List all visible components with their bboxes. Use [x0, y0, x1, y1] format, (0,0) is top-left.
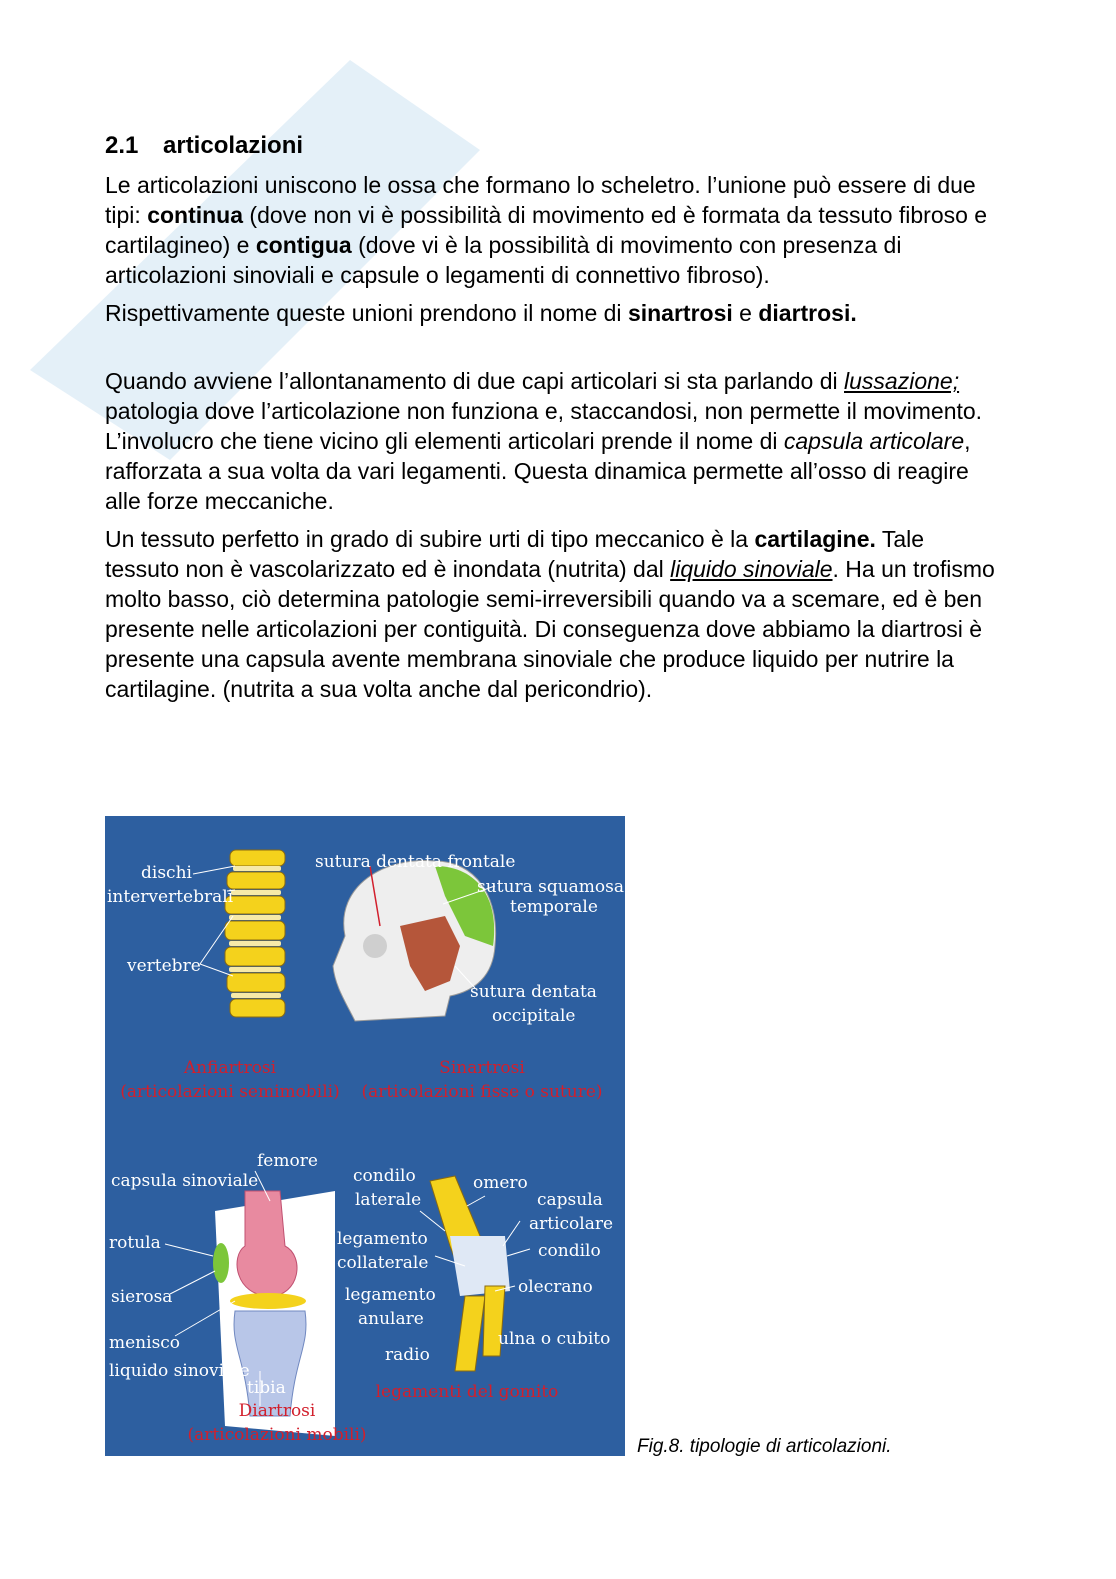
- label-liquido-sinoviale: liquido sinoviale: [109, 1361, 250, 1381]
- label-sutura-frontale: sutura dentata frontale: [315, 852, 516, 872]
- text-run: , rafforzata a sua volta da vari legamenti. Questa dinamica permette all’osso di reagire alle forze meccaniche.: [105, 428, 971, 514]
- italic-term: capsula articolare: [783, 428, 965, 454]
- label-ulna: ulna o cubito: [498, 1329, 611, 1349]
- section-title: articolazioni: [163, 132, 304, 159]
- bold-term: diartrosi.: [758, 300, 857, 326]
- label-legamento-anulare-1: legamento: [345, 1285, 436, 1305]
- label-menisco: menisco: [109, 1333, 181, 1353]
- bold-term: cartilagine.: [754, 526, 876, 552]
- label-sinartrosi-sub: (articolazioni fisse o suture): [361, 1082, 603, 1102]
- label-diartrosi-sub: (articolazioni mobili): [187, 1425, 367, 1445]
- document-body: [105, 130, 1000, 712]
- bold-term: sinartrosi: [627, 300, 733, 326]
- label-anfiartrosi-sub: (articolazioni semimobili): [120, 1082, 340, 1102]
- label-vertebre: vertebre: [127, 956, 201, 976]
- label-dischi: dischi: [141, 863, 192, 883]
- label-condilo: condilo: [538, 1241, 601, 1261]
- label-sutura-squamosa: sutura squamosa: [477, 877, 625, 897]
- label-tibia: tibia: [247, 1378, 286, 1398]
- text-run: Le articolazioni uniscono le ossa che formano lo scheletro. l’unione può essere di due tipi:: [105, 172, 976, 228]
- paragraph-4: [105, 524, 1000, 704]
- label-diartrosi: Diartrosi: [238, 1401, 316, 1421]
- underlined-term: lussazione;: [844, 368, 960, 394]
- underlined-term: liquido sinoviale: [670, 556, 833, 582]
- label-femore: femore: [257, 1151, 318, 1171]
- text-run: Tale tessuto non è vascolarizzato ed è inondata (nutrita) dal: [105, 526, 925, 582]
- label-sierosa: sierosa: [111, 1287, 173, 1307]
- label-capsula-sinoviale: capsula sinoviale: [111, 1171, 259, 1191]
- text-run: patologia dove l’articolazione non funziona e, staccandosi, non permette il movimento. L’involucro che tiene vicino gli elementi articolari prende il nome di: [105, 398, 983, 454]
- label-condilo-laterale-2: laterale: [355, 1190, 422, 1210]
- label-capsula-articolare-1: capsula: [537, 1190, 603, 1210]
- text-run: (dove non vi è possibilità di movimento ed è formata da tessuto fibroso e cartilagineo) e: [105, 202, 988, 258]
- label-capsula-articolare-2: articolare: [529, 1214, 614, 1234]
- section-heading: [105, 130, 1000, 162]
- label-legamenti-gomito: legamenti del gomito: [375, 1382, 559, 1402]
- label-rotula: rotula: [109, 1233, 161, 1253]
- text-run: . Ha un trofismo molto basso, ciò determina patologie semi-irreversibili quando va a scemare, ed è ben presente nelle articolazioni per contiguità. Di conseguenza dove abbiamo la diartrosi è presente una capsula avente membrana sinoviale che produce liquido per nutrire la cartilagine. (nutrita a sua volta anche dal pericondrio).: [105, 556, 995, 702]
- text-run: Un tessuto perfetto in grado di subire urti di tipo meccanico è la: [105, 526, 755, 552]
- label-legamento-collaterale-1: legamento: [337, 1229, 428, 1249]
- label-sinartrosi: Sinartrosi: [439, 1058, 525, 1078]
- joint-types-figure: [105, 816, 625, 1456]
- label-anfiartrosi: Anfiartrosi: [183, 1058, 277, 1078]
- text-run: e: [732, 300, 759, 326]
- label-legamento-collaterale-2: collaterale: [337, 1253, 429, 1273]
- label-sutura-dentata: sutura dentata: [470, 982, 597, 1002]
- label-radio: radio: [385, 1345, 430, 1365]
- label-legamento-anulare-2: anulare: [358, 1309, 424, 1329]
- label-temporale: temporale: [510, 897, 598, 917]
- bold-term: contigua: [255, 232, 352, 258]
- text-run: (dove vi è la possibilità di movimento con presenza di articolazioni sinoviali e capsule o legamenti di connettivo fibroso).: [105, 232, 902, 288]
- label-occipitale: occipitale: [492, 1006, 576, 1026]
- label-intervertebrali: intervertebrali: [107, 887, 234, 907]
- bold-term: continua: [147, 202, 244, 228]
- paragraph-2: [105, 298, 1000, 328]
- label-olecrano: olecrano: [518, 1277, 593, 1297]
- text-run: Quando avviene l’allontanamento di due capi articolari si sta parlando di: [105, 368, 845, 394]
- label-omero: omero: [473, 1173, 528, 1193]
- figure-illustration: [105, 816, 625, 1456]
- paragraph-1: [105, 170, 1000, 290]
- section-number: 2.1: [105, 132, 139, 159]
- label-condilo-laterale-1: condilo: [353, 1166, 416, 1186]
- figure-caption: Fig.8. tipologie di articolazioni.: [637, 1436, 892, 1457]
- paragraph-3: [105, 366, 1000, 516]
- spine-illustration: [193, 850, 285, 1017]
- text-run: Rispettivamente queste unioni prendono il nome di: [105, 300, 628, 326]
